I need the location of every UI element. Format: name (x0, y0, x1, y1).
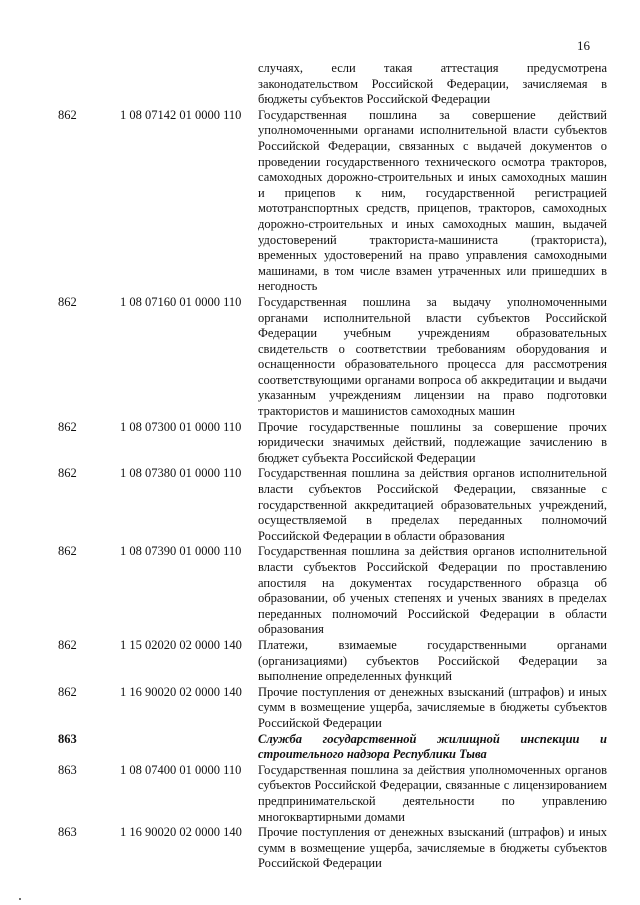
budget-code-cell: 1 08 07300 01 0000 110 (120, 419, 242, 434)
admin-code-cell: 862 (58, 419, 77, 434)
admin-code-cell: 862 (58, 294, 77, 309)
agency-heading-row (0, 732, 640, 763)
admin-code-cell: 862 (58, 637, 77, 652)
budget-code-cell: 1 16 90020 02 0000 140 (120, 825, 242, 840)
budget-code-cell: 1 16 90020 02 0000 140 (120, 684, 242, 699)
description-cell: случаях, если такая аттестация предусмотрена законодательством Российской Федерации, зачисляемая в бюджеты субъектов Российской Федерации (258, 61, 607, 107)
description-cell: Государственная пошлина за действия уполномоченных органов субъектов Российской Федерации, связанные с лицензированием предпринимательской деятельности по управлению многоквартирными домами (258, 762, 607, 824)
admin-code-cell: 862 (58, 684, 77, 699)
description-cell: Государственная пошлина за действия органов исполнительной власти субъектов Российской Федерации по проставлению апостиля на документах государственного образца об образовании, об ученых степенях и ученых званиях в пределах переданных полномочий Российской Федерации в области образования (258, 544, 607, 637)
description-cell: Государственная пошлина за выдачу уполномоченными органами исполнительной власти субъектов Российской Федерации учебным учреждениям образовательных свидетельств о соответствии требованиям оборудования и оснащенности образовательного процесса для рассмотрения соответствующими органами вопроса об аккредитации и выдачи указанным учреждениям лицензии на право подготовки трактористов и машинистов самоходных машин (258, 294, 607, 419)
table-row (0, 544, 640, 638)
table-row (0, 685, 640, 732)
table-row (0, 763, 640, 825)
table-row (0, 466, 640, 544)
scan-dot (19, 898, 21, 900)
revenue-codes-table (0, 61, 640, 872)
page-number: 16 (577, 38, 590, 53)
agency-name: Служба государственной жилищной инспекции и строительного надзора Республики Тыва (258, 731, 607, 762)
admin-code-cell: 863 (58, 762, 77, 777)
description-cell: Прочие государственные пошлины за совершение прочих юридически значимых действий, подлежащие зачислению в бюджет субъекта Российской Федерации (258, 419, 607, 465)
budget-code-cell: 1 08 07380 01 0000 110 (120, 466, 242, 481)
description-cell: Прочие поступления от денежных взысканий (штрафов) и иных сумм в возмещение ущерба, зачисляемые в бюджеты субъектов Российской Федерации (258, 684, 607, 730)
budget-code-cell: 1 15 02020 02 0000 140 (120, 637, 242, 652)
table-row (0, 638, 640, 685)
admin-code-cell: 862 (58, 466, 77, 481)
description-cell: Государственная пошлина за совершение действий уполномоченными органами исполнительной власти субъектов Российской Федерации, связанных с выдачей документов о проведении государственного технического осмотра тракторов, самоходных дорожно-строительных и иных самоходных машин и прицепов к ним, государственной регистрацией мототранспортных средств, прицепов, тракторов, самоходных дорожно-строительных и иных самоходных машин, выдачей удостоверений тракториста-машиниста (тракториста), временных удостоверений на право управления самоходными машинами, в том числе взамен утраченных или пришедших в негодность (258, 107, 607, 294)
admin-code-cell: 862 (58, 544, 77, 559)
description-cell: Платежи, взимаемые государственными органами (организациями) субъектов Российской Федерации за выполнение определенных функций (258, 637, 607, 684)
budget-code-cell: 1 08 07160 01 0000 110 (120, 294, 242, 309)
table-row (0, 420, 640, 467)
table-row (0, 295, 640, 420)
admin-code-cell: 863 (58, 825, 77, 840)
table-row (0, 108, 640, 295)
budget-code-cell: 1 08 07142 01 0000 110 (120, 107, 242, 122)
admin-code-cell: 862 (58, 107, 77, 122)
admin-code-cell: 863 (58, 731, 77, 746)
description-cell: Государственная пошлина за действия органов исполнительной власти субъектов Российской Федерации, связанные с государственной аккредитацией образовательных учреждений, осуществляемой в пределах переданных полномочий Российской Федерации в области образования (258, 466, 607, 543)
table-row (0, 825, 640, 872)
description-cell: Прочие поступления от денежных взысканий (штрафов) и иных сумм в возмещение ущерба, зачисляемые в бюджеты субъектов Российской Федерации (258, 825, 607, 871)
table-row (0, 61, 640, 108)
budget-code-cell: 1 08 07400 01 0000 110 (120, 762, 242, 777)
budget-code-cell: 1 08 07390 01 0000 110 (120, 544, 242, 559)
